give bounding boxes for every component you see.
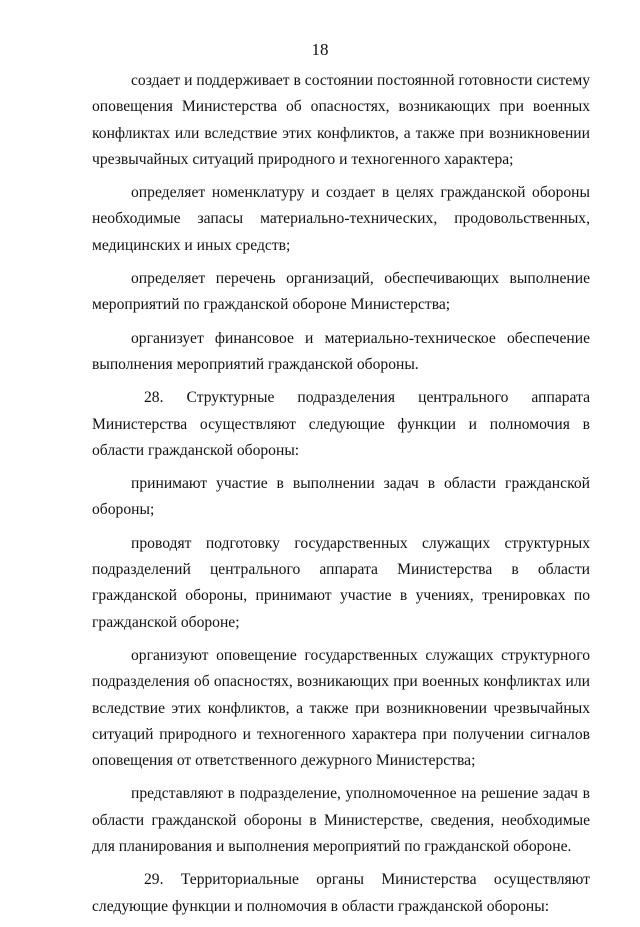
paragraph-supplies: определяет номенклатуру и создает в целях гражданской обороны необходимые запасы материально-технических, продовольственных, медицинских и иных средств;: [92, 184, 590, 254]
paragraph-financing: организует финансовое и материально-техническое обеспечение выполнения мероприятий гражданской обороны.: [92, 329, 590, 373]
paragraph-item-28: 28. Структурные подразделения центрального аппарата Министерства осуществляют следующие функции и полномочия в области гражданской обороны:: [92, 389, 590, 459]
document-body: [92, 68, 590, 927]
paragraph-alerting: организуют оповещение государственных служащих структурного подразделения об опасностях, возникающих при военных конфликтах или вследствие этих конфликтов, а также при возникновении чрезвычайных ситуаций природного и техногенного характера при получении сигналов оповещения от ответственного дежурного Министерства;: [92, 646, 590, 770]
paragraph-participation: принимают участие в выполнении задач в области гражданской обороны;: [92, 475, 590, 519]
paragraph-item-29: 29. Территориальные органы Министерства осуществляют следующие функции и полномочия в области гражданской обороны:: [92, 871, 590, 915]
paragraph-notification-system: создает и поддерживает в состоянии постоянной готовности систему оповещения Министерства об опасностях, возникающих при военных конфликтах или вследствие этих конфликтов, а также при возникновении чрезвычайных ситуаций природного и техногенного характера;: [92, 72, 590, 168]
paragraph-organizations-list: определяет перечень организаций, обеспечивающих выполнение мероприятий по гражданской обороне Министерства;: [92, 270, 590, 314]
paragraph-training: проводят подготовку государственных служащих структурных подразделений центрального аппарата Министерства в области гражданской обороны, принимают участие в учениях, тренировках по гражданской обороне;: [92, 534, 590, 631]
paragraph-reporting: представляют в подразделение, уполномоченное на решение задач в области гражданской обороны в Министерстве, сведения, необходимые для планирования и выполнения мероприятий по гражданской обороне.: [92, 785, 590, 856]
page-number: 18: [311, 40, 329, 59]
